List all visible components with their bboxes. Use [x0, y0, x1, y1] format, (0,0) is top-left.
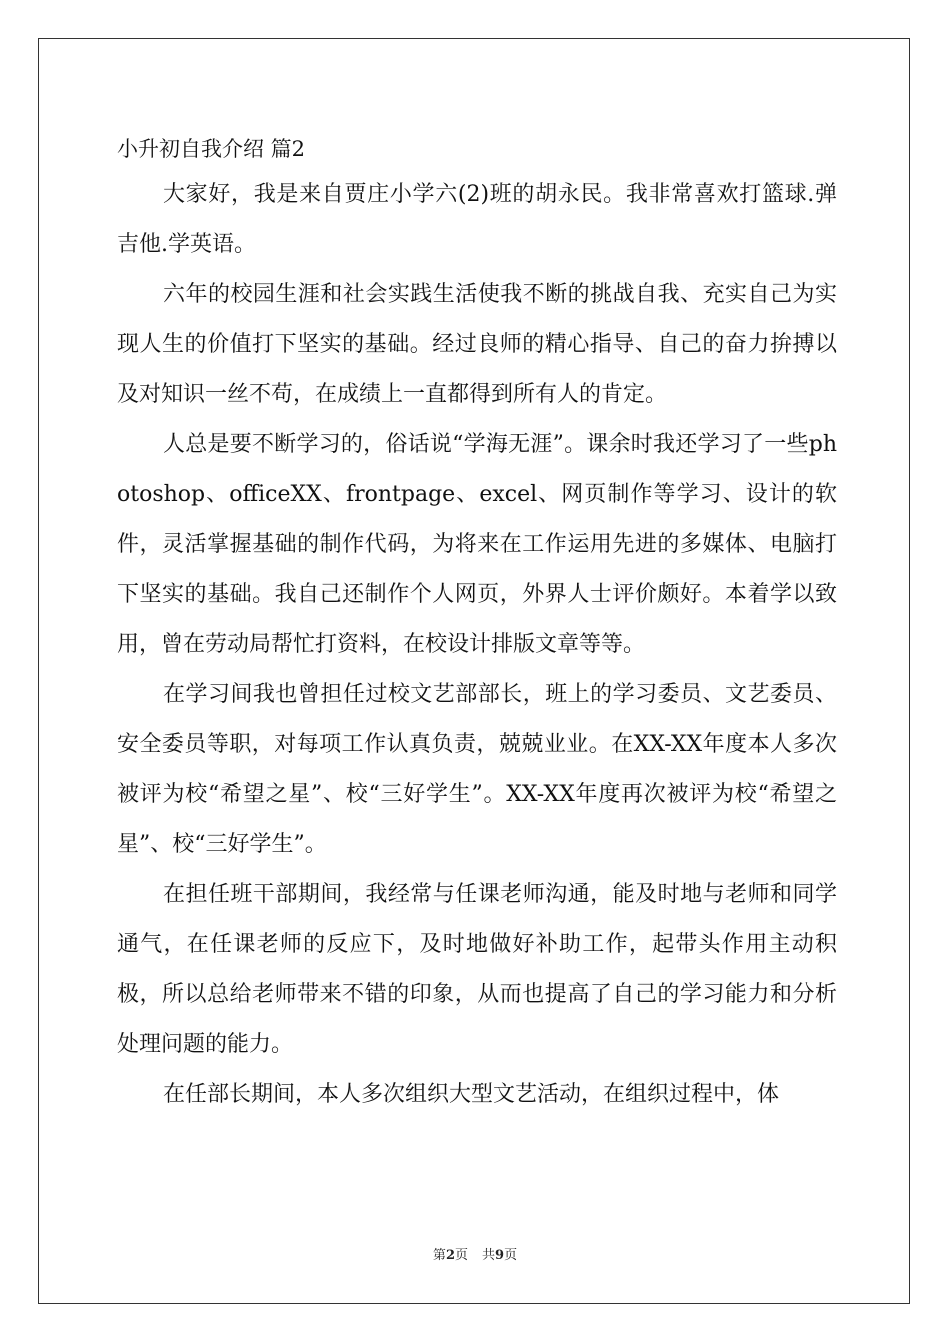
total-prefix: 共 — [482, 1248, 496, 1263]
paragraph-2: 六年的校园生涯和社会实践生活使我不断的挑战自我、充实自己为实现人生的价值打下坚实的基础。经过良师的精心指导、自己的奋力拚搏以及对知识一丝不苟，在成绩上一直都得到所有人的肯定。 — [117, 282, 837, 407]
paragraph-3: 人总是要不断学习的，俗话说“学海无涯”。课余时我还学习了一些photoshop、officeXX、frontpage、excel、网页制作等学习、设计的软件，灵活掌握基础的制作代码，为将来在工作运用先进的多媒体、电脑打下坚实的基础。我自己还制作个人网页，外界人士评价颇好。本着学以致用，曾在劳动局帮忙打资料，在校设计排版文章等等。 — [117, 432, 837, 657]
paragraph-4: 在学习间我也曾担任过校文艺部部长，班上的学习委员、文艺委员、安全委员等职，对每项工作认真负责，兢兢业业。在XX-XX年度本人多次被评为校“希望之星”、校“三好学生”。XX-XX年度再次被评为校“希望之星”、校“三好学生”。 — [117, 682, 837, 857]
page-suffix: 页 — [454, 1248, 468, 1263]
total-suffix: 页 — [504, 1248, 518, 1263]
document-body — [117, 128, 837, 1120]
paragraph-6: 在任部长期间，本人多次组织大型文艺活动，在组织过程中，体 — [163, 1082, 780, 1107]
document-title: 小升初自我介绍 篇2 — [117, 137, 306, 161]
paragraph-1: 大家好，我是来自贾庄小学六(2)班的胡永民。我非常喜欢打篮球.弹吉他.学英语。 — [117, 182, 837, 257]
page-current: 2 — [445, 1248, 455, 1263]
paragraph-5: 在担任班干部期间，我经常与任课老师沟通，能及时地与老师和同学通气，在任课老师的反应下，及时地做好补助工作，起带头作用主动积极，所以总给老师带来不错的印象，从而也提高了自己的学习能力和分析处理问题的能力。 — [117, 882, 837, 1057]
page-prefix: 第 — [432, 1248, 446, 1263]
page-footer — [0, 1244, 950, 1263]
page-total: 9 — [495, 1248, 505, 1263]
